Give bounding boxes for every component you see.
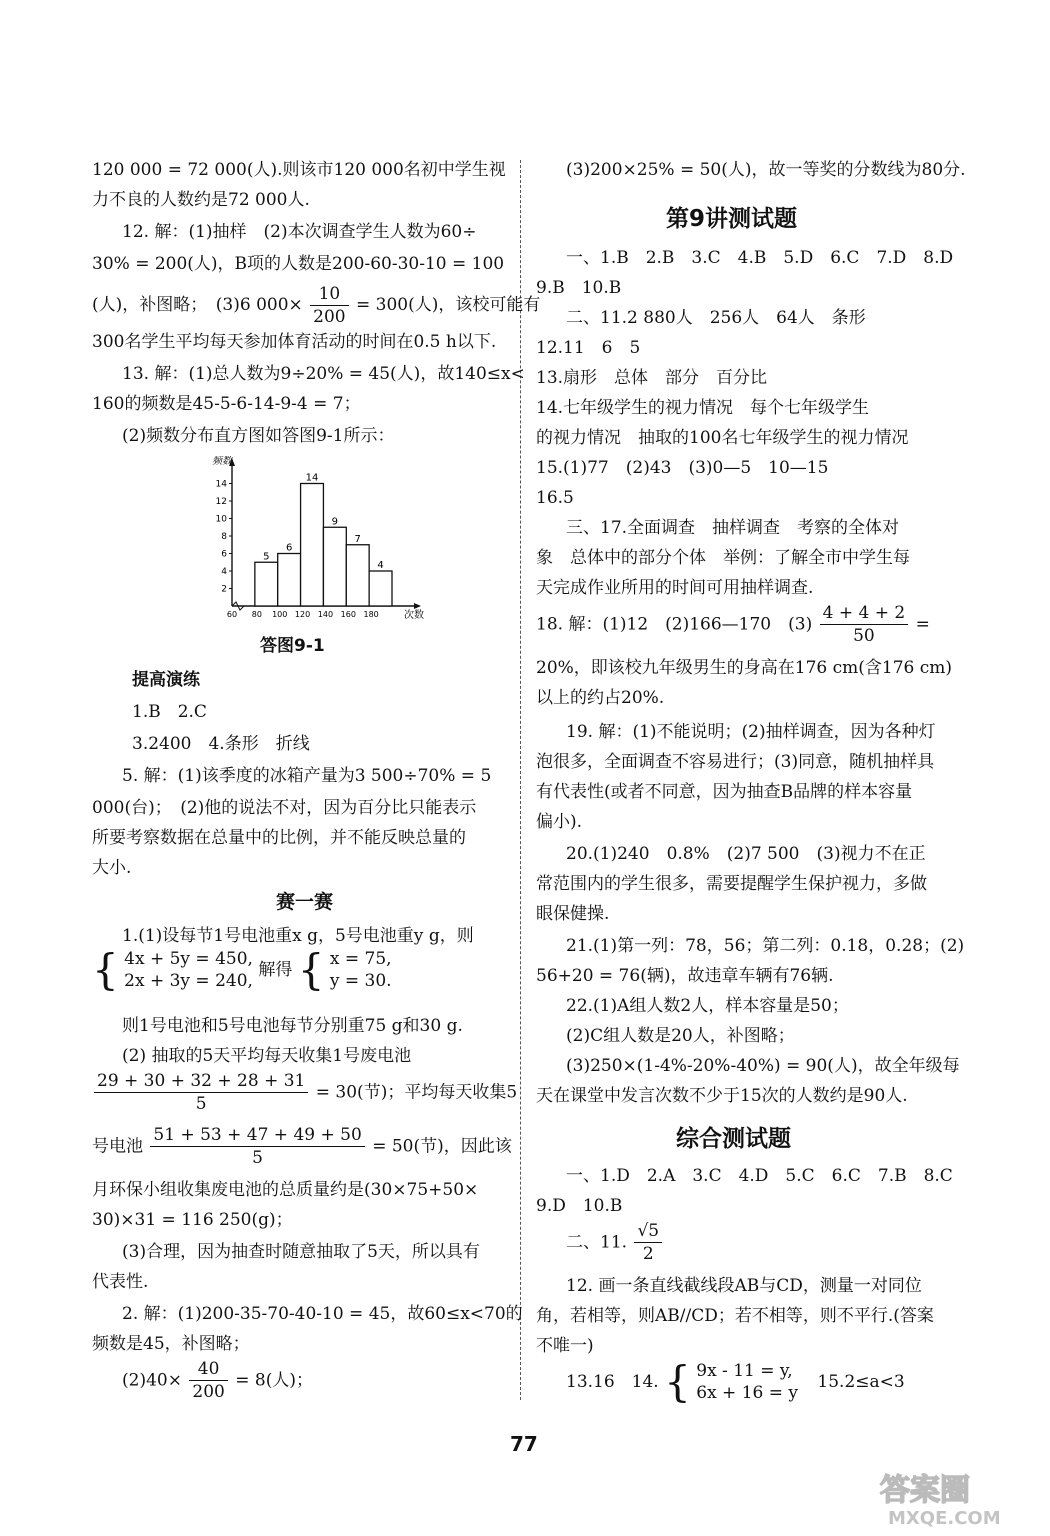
text: 13.16 14. bbox=[566, 1372, 659, 1392]
text-line: 5. 解：(1)该季度的冰箱产量为3 500÷70% = 5 bbox=[122, 766, 492, 786]
text-line: 二、11.2 880人 256人 64人 条形 bbox=[566, 308, 866, 328]
fraction-denominator: 5 bbox=[195, 1094, 207, 1114]
text-line: 天在课堂中发言次数不少于15次的人数约是90人. bbox=[536, 1086, 908, 1106]
brace-glyph: { bbox=[92, 945, 119, 994]
text-line: 12.11 6 5 bbox=[536, 338, 641, 358]
x-tick-label: 100 bbox=[272, 610, 288, 619]
section-title-lesson9: 第9讲测试题 bbox=[666, 206, 798, 232]
bar-value-label: 7 bbox=[354, 533, 361, 545]
text-line: 则1号电池和5号电池每节分别重75 g和30 g. bbox=[122, 1016, 463, 1036]
fraction bbox=[310, 283, 348, 328]
text-line: 天完成作业所用的时间可用抽样调查. bbox=[536, 578, 814, 598]
histogram-bar bbox=[301, 484, 324, 607]
text-line: 的视力情况 抽取的100名七年级学生的视力情况 bbox=[536, 428, 909, 448]
equation-line bbox=[566, 1357, 905, 1420]
fraction-denominator: 2 bbox=[642, 1244, 654, 1264]
fraction bbox=[634, 1220, 662, 1265]
section-heading-tigao: 提高演练 bbox=[132, 670, 200, 690]
text-line: 3.2400 4.条形 折线 bbox=[132, 734, 310, 754]
text: = bbox=[915, 614, 930, 635]
x-tick-label: 80 bbox=[251, 610, 262, 619]
histogram-bar bbox=[278, 554, 301, 607]
figure-caption: 答图9-1 bbox=[260, 636, 325, 656]
x-axis-title: 次数 bbox=[404, 610, 424, 621]
text-line: 不唯一) bbox=[536, 1336, 594, 1356]
fraction bbox=[820, 602, 909, 647]
text: 号电池 bbox=[92, 1136, 143, 1157]
equation: 6x + 16 = y bbox=[696, 1383, 798, 1403]
bar-value-label: 5 bbox=[263, 551, 270, 563]
text-line: 大小. bbox=[92, 858, 132, 878]
equation-block bbox=[696, 1360, 798, 1404]
y-axis-title: 频数 bbox=[212, 456, 232, 467]
text-line: 以上的约占20%. bbox=[536, 688, 665, 708]
text-line: 120 000 = 72 000(人).则该市120 000名初中学生视 bbox=[92, 160, 506, 180]
equation: 4x + 5y = 450, bbox=[124, 949, 253, 969]
fraction-denominator: 50 bbox=[853, 626, 875, 646]
fraction-numerator: 4 + 4 + 2 bbox=[820, 602, 909, 625]
fraction-numerator: 40 bbox=[189, 1358, 227, 1381]
fraction-numerator: 10 bbox=[310, 283, 348, 306]
q12-text: (人)，补图略； (3)6 000× bbox=[92, 295, 303, 315]
equation: 9x - 11 = y, bbox=[696, 1361, 793, 1381]
text-line: (3)200×25% = 50(人)，故一等奖的分数线为80分. bbox=[566, 160, 966, 180]
brace-glyph: { bbox=[297, 945, 325, 994]
text: = 8(人)； bbox=[235, 1370, 313, 1391]
text-line: (2) 抽取的5天平均每天收集1号废电池 bbox=[122, 1046, 412, 1066]
histogram-bar bbox=[369, 571, 392, 606]
text-line: (3)250×(1-4%-20%-40%) = 90(人)，故全年级每 bbox=[566, 1056, 960, 1076]
fraction bbox=[189, 1358, 227, 1403]
text-line: 9.D 10.B bbox=[536, 1196, 623, 1216]
x-axis-arrow bbox=[414, 603, 421, 609]
bar-value-label: 9 bbox=[331, 516, 339, 528]
text-line: 常范围内的学生很多，需要提醒学生保护视力，多做 bbox=[536, 874, 927, 894]
text-line: (3)合理，因为抽查时随意抽取了5天，所以具有 bbox=[122, 1242, 480, 1262]
text-line: 所要考察数据在总量中的比例，并不能反映总量的 bbox=[92, 828, 466, 848]
q12-line: 30% = 200(人)，B项的人数是200-60-30-10 = 100 bbox=[92, 254, 505, 274]
text-line: 1.B 2.C bbox=[132, 702, 207, 722]
y-tick-label: 6 bbox=[221, 549, 227, 560]
text-line: 1.(1)设每节1号电池重x g，5号电池重y g，则 bbox=[122, 926, 474, 946]
text-line: 13.扇形 总体 部分 百分比 bbox=[536, 368, 768, 388]
bar-value-label: 6 bbox=[285, 542, 293, 554]
text-line: 三、17.全面调查 抽样调查 考察的全体对 bbox=[566, 518, 900, 538]
q12-line bbox=[92, 280, 540, 330]
text-line: 21.(1)第一列：78，56；第二列：0.18，0.28；(2) bbox=[566, 936, 965, 956]
section-title-comprehensive: 综合测试题 bbox=[676, 1126, 791, 1152]
text-line: 2. 解：(1)200-35-70-40-10 = 45，故60≤x<70的 bbox=[122, 1304, 523, 1324]
fraction-numerator: √5 bbox=[634, 1220, 662, 1243]
text-line: 9.B 10.B bbox=[536, 278, 622, 298]
equation: y = 30. bbox=[329, 971, 392, 991]
text-line: 有代表性(或者不同意，因为抽查B品牌的样本容量 bbox=[536, 782, 913, 802]
x-tick-label: 60 bbox=[226, 610, 238, 619]
fraction bbox=[150, 1124, 364, 1169]
fraction-line bbox=[122, 1358, 313, 1408]
text-line: 月环保小组收集废电池的总质量约是(30×75+50× bbox=[92, 1180, 479, 1200]
text-line: 一、1.B 2.B 3.C 4.B 5.D 6.C 7.D 8.D bbox=[566, 248, 954, 268]
brace-glyph: { bbox=[664, 1357, 691, 1406]
fraction-line bbox=[536, 602, 930, 652]
text-line: 12. 画一条直线截线段AB与CD，测量一对同位 bbox=[566, 1276, 922, 1296]
text-line: (2)C组人数是20人，补图略； bbox=[566, 1026, 795, 1046]
x-tick-label: 120 bbox=[294, 610, 311, 619]
equation: x = 75, bbox=[329, 949, 392, 969]
y-tick-label: 8 bbox=[221, 532, 227, 542]
page-number: 77 bbox=[510, 1432, 538, 1456]
text-line: 泡很多，全面调查不容易进行；(3)同意，随机抽样具 bbox=[536, 752, 935, 772]
equation-block bbox=[124, 948, 253, 992]
text-line: 14.七年级学生的视力情况 每个七年级学生 bbox=[536, 398, 870, 418]
histogram-bar bbox=[346, 545, 369, 606]
text-line: 19. 解：(1)不能说明；(2)抽样调查，因为各种灯 bbox=[566, 722, 936, 742]
x-tick-label: 180 bbox=[363, 610, 379, 619]
equation-block bbox=[330, 948, 392, 992]
text: 二、11. bbox=[566, 1232, 628, 1253]
bar-value-label: 14 bbox=[305, 472, 319, 484]
svg-text:MXQE.COM: MXQE.COM bbox=[888, 1508, 1001, 1529]
fraction bbox=[94, 1070, 308, 1115]
text-line: 16.5 bbox=[536, 488, 574, 508]
text: = 50(节)，因此该 bbox=[372, 1136, 512, 1157]
fraction-numerator: 51 + 53 + 47 + 49 + 50 bbox=[150, 1124, 364, 1147]
text-line: 000(台)； (2)他的说法不对，因为百分比只能表示 bbox=[92, 798, 477, 818]
equation-system bbox=[92, 945, 392, 1008]
text-line: 20%，即该校九年级男生的身高在176 cm(含176 cm) bbox=[536, 658, 953, 678]
text-line: 一、1.D 2.A 3.C 4.D 5.C 6.C 7.B 8.C bbox=[566, 1166, 953, 1186]
text-line: 代表性. bbox=[92, 1272, 149, 1292]
y-tick-label: 2 bbox=[221, 584, 227, 595]
svg-text:答案圈: 答案圈 bbox=[880, 1473, 970, 1508]
text-line: 偏小). bbox=[536, 812, 583, 832]
histogram-bar bbox=[255, 562, 278, 606]
text-line: 角，若相等，则AB//CD；若不相等，则不平行.(答案 bbox=[536, 1306, 934, 1326]
fraction-denominator: 200 bbox=[192, 1382, 225, 1402]
text-line: 20.(1)240 0.8% (2)7 500 (3)视力不在正 bbox=[566, 844, 926, 864]
text-line: 象 总体中的部分个体 举例：了解全市中学生每 bbox=[536, 548, 910, 568]
text: 18. 解：(1)12 (2)166—170 (3) bbox=[536, 614, 813, 635]
text-line: 22.(1)A组人数2人，样本容量是50； bbox=[566, 996, 849, 1016]
q13-line: (2)频数分布直方图如答图9-1所示： bbox=[122, 426, 395, 446]
text-line: 眼保健操. bbox=[536, 904, 610, 924]
text-line: 频数是45，补图略； bbox=[92, 1334, 250, 1354]
q12-line: 12. 解：(1)抽样 (2)本次调查学生人数为60÷ bbox=[122, 222, 477, 242]
fraction-line bbox=[566, 1220, 664, 1270]
q13-line: 13. 解：(1)总人数为9÷20% = 45(人)，故140≤x< bbox=[122, 364, 525, 384]
watermark-logo bbox=[870, 1466, 1040, 1530]
text: 15.2≤a<3 bbox=[817, 1372, 905, 1392]
text-line: 56+20 = 76(辆)，故违章车辆有76辆. bbox=[536, 966, 834, 986]
fraction-denominator: 200 bbox=[313, 307, 346, 327]
fraction-denominator: 5 bbox=[252, 1148, 263, 1168]
x-tick-label: 140 bbox=[317, 610, 334, 619]
text-jiede: 解得 bbox=[258, 960, 293, 980]
q12-line: 300名学生平均每天参加体育活动的时间在0.5 h以下. bbox=[92, 332, 497, 352]
histogram-chart bbox=[192, 456, 432, 636]
text: = 30(节)；平均每天收集5 bbox=[315, 1082, 518, 1103]
text-line: 15.(1)77 (2)43 (3)0—5 10—15 bbox=[536, 458, 829, 478]
fraction-line bbox=[92, 1070, 517, 1120]
y-tick-label: 4 bbox=[221, 567, 227, 577]
text-line: 力不良的人数约是72 000人. bbox=[92, 190, 310, 210]
equation: 2x + 3y = 240, bbox=[124, 971, 253, 991]
x-tick-label: 160 bbox=[340, 610, 356, 619]
text: (2)40× bbox=[122, 1370, 182, 1391]
y-tick-label: 10 bbox=[215, 514, 227, 525]
column-divider bbox=[520, 160, 521, 1400]
q12-text: = 300(人)，该校可能有 bbox=[356, 295, 541, 315]
text-line: 30)×31 = 116 250(g)； bbox=[92, 1210, 293, 1230]
fraction-numerator: 29 + 30 + 32 + 28 + 31 bbox=[94, 1070, 308, 1093]
y-tick-label: 12 bbox=[215, 497, 227, 507]
fraction-line bbox=[92, 1124, 512, 1174]
y-tick-label: 14 bbox=[215, 479, 227, 490]
histogram-bar bbox=[323, 527, 346, 606]
section-heading-saiyisai: 赛一赛 bbox=[276, 891, 334, 913]
q13-line: 160的频数是45-5-6-14-9-4 = 7； bbox=[92, 394, 361, 414]
bar-value-label: 4 bbox=[377, 560, 384, 571]
